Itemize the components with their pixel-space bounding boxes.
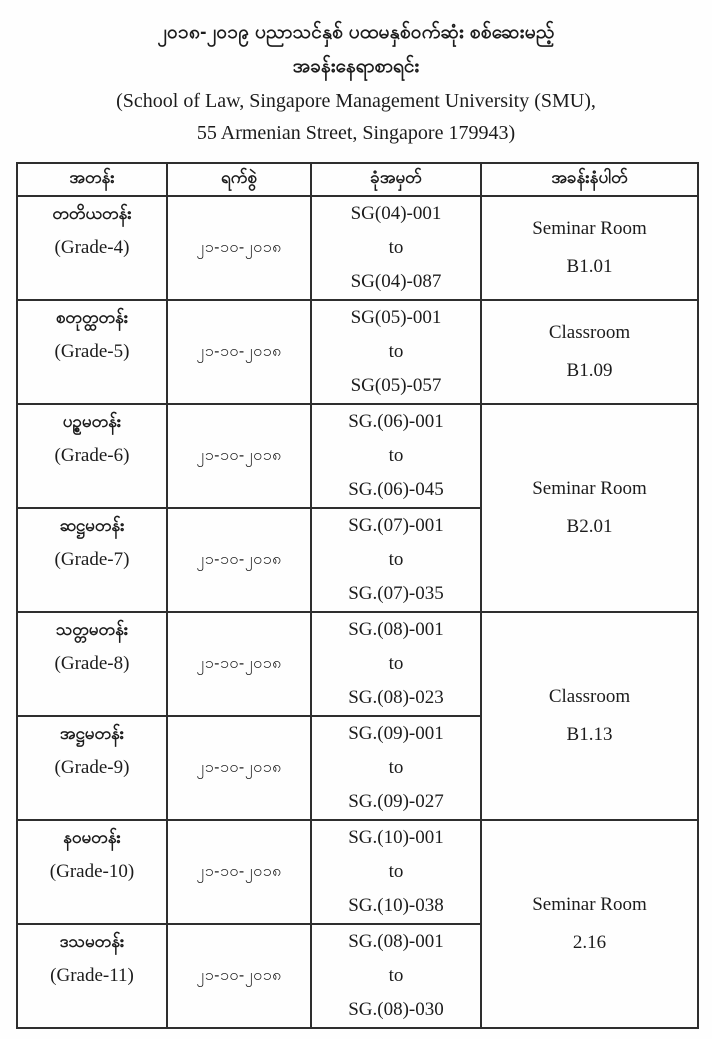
grade-cell <box>17 300 167 404</box>
room-cell <box>481 196 698 300</box>
seat-from: SG.(09)-001 <box>348 723 444 744</box>
seat-from: SG(05)-001 <box>350 307 442 328</box>
grade-label-english: (Grade-8) <box>54 653 130 674</box>
seat-to: SG.(08)-030 <box>348 999 444 1020</box>
grade-name-burmese: တတိယတန်း <box>52 204 132 223</box>
seat-to: SG(05)-057 <box>350 375 442 396</box>
room-name: Seminar Room <box>532 218 647 239</box>
table-row-grade-5 <box>17 300 698 404</box>
table-row-grade-8 <box>17 612 698 716</box>
seat-to-word: to <box>388 757 404 778</box>
table-row-grade-10 <box>17 820 698 924</box>
room-name: Classroom <box>548 322 631 343</box>
seat-to: SG.(07)-035 <box>348 583 444 604</box>
seat-to: SG.(09)-027 <box>348 791 444 812</box>
grade-cell <box>17 924 167 1028</box>
seat-from: SG.(06)-001 <box>348 411 444 432</box>
venue-line-1: (School of Law, Singapore Management University (SMU), <box>116 90 596 112</box>
grade-name-burmese: သတ္တမတန်း <box>55 620 129 639</box>
room-cell <box>481 404 698 612</box>
seat-range-cell <box>311 820 481 924</box>
room-number: 2.16 <box>572 932 607 953</box>
seat-to: SG.(10)-038 <box>348 895 444 916</box>
seat-from: SG.(08)-001 <box>348 931 444 952</box>
date-cell: ၂၁-၁၀-၂၀၁၈ <box>167 196 311 300</box>
seat-from: SG.(10)-001 <box>348 827 444 848</box>
grade-cell <box>17 820 167 924</box>
grade-name-burmese: ဆဋ္ဌမတန်း <box>59 516 125 535</box>
room-name: Classroom <box>548 686 631 707</box>
seat-from: SG(04)-001 <box>350 203 442 224</box>
grade-cell <box>17 196 167 300</box>
grade-cell <box>17 404 167 508</box>
grade-name-burmese: ဒသမတန်း <box>59 932 125 951</box>
date-cell: ၂၁-၁၀-၂၀၁၈ <box>167 820 311 924</box>
grade-label-english: (Grade-10) <box>49 861 135 882</box>
room-number: B1.01 <box>566 256 613 277</box>
seat-to-word: to <box>388 341 404 362</box>
seat-to-word: to <box>388 237 404 258</box>
grade-label-english: (Grade-7) <box>54 549 130 570</box>
room-number: B2.01 <box>566 516 613 537</box>
date-cell: ၂၁-၁၀-၂၀၁၈ <box>167 404 311 508</box>
column-header-date: ရက်စွဲ <box>167 163 311 196</box>
room-number: B1.09 <box>566 360 613 381</box>
seat-range-cell <box>311 612 481 716</box>
seat-range-cell <box>311 196 481 300</box>
seat-range-cell <box>311 508 481 612</box>
seat-range-cell <box>311 716 481 820</box>
grade-label-english: (Grade-9) <box>54 757 130 778</box>
grade-label-english: (Grade-4) <box>54 237 130 258</box>
seat-to: SG.(08)-023 <box>348 687 444 708</box>
grade-name-burmese: စတုတ္ထတန်း <box>55 308 129 327</box>
grade-name-burmese: ပဉ္စမတန်း <box>62 412 122 431</box>
seat-to: SG(04)-087 <box>350 271 442 292</box>
document-title-burmese: ၂၀၁၈-၂၀၁၉ ပညာသင်နှစ် ပထမနှစ်ဝက်ဆုံး စစ်ဆေးမည့် <box>157 22 555 43</box>
column-header-seat-number: ခုံအမှတ် <box>311 163 481 196</box>
date-cell: ၂၁-၁၀-၂၀၁၈ <box>167 300 311 404</box>
column-header-room-number: အခန်းနံပါတ် <box>481 163 698 196</box>
table-row-grade-6 <box>17 404 698 508</box>
grade-label-english: (Grade-11) <box>50 965 134 986</box>
seat-to-word: to <box>388 445 404 466</box>
date-cell: ၂၁-၁၀-၂၀၁၈ <box>167 924 311 1028</box>
grade-name-burmese: နဝမတန်း <box>63 828 121 847</box>
seat-range-cell <box>311 924 481 1028</box>
header-row <box>17 163 698 196</box>
seat-to-word: to <box>388 861 404 882</box>
date-cell: ၂၁-၁၀-၂၀၁၈ <box>167 508 311 612</box>
date-cell: ၂၁-၁၀-၂၀၁၈ <box>167 612 311 716</box>
seat-from: SG.(07)-001 <box>348 515 444 536</box>
grade-cell <box>17 508 167 612</box>
seat-to-word: to <box>388 549 404 570</box>
date-cell: ၂၁-၁၀-၂၀၁၈ <box>167 716 311 820</box>
grade-cell <box>17 716 167 820</box>
room-cell <box>481 820 698 1028</box>
table-row-grade-4 <box>17 196 698 300</box>
room-cell <box>481 300 698 404</box>
seat-to-word: to <box>388 653 404 674</box>
room-cell <box>481 612 698 820</box>
seat-range-cell <box>311 300 481 404</box>
venue-line-2: 55 Armenian Street, Singapore 179943) <box>196 122 516 144</box>
grade-label-english: (Grade-6) <box>54 445 130 466</box>
grade-label-english: (Grade-5) <box>54 341 130 362</box>
seat-to: SG.(06)-045 <box>348 479 444 500</box>
grade-cell <box>17 612 167 716</box>
document-header <box>0 0 712 146</box>
grade-name-burmese: အဋ္ဌမတန်း <box>59 724 125 743</box>
document-subtitle-burmese: အခန်းနေရာစာရင်း <box>292 56 420 77</box>
seating-table <box>16 162 699 1029</box>
room-name: Seminar Room <box>532 894 647 915</box>
seat-to-word: to <box>388 965 404 986</box>
seat-from: SG.(08)-001 <box>348 619 444 640</box>
room-name: Seminar Room <box>532 478 647 499</box>
seat-range-cell <box>311 404 481 508</box>
column-header-class: အတန်း <box>17 163 167 196</box>
room-number: B1.13 <box>566 724 613 745</box>
